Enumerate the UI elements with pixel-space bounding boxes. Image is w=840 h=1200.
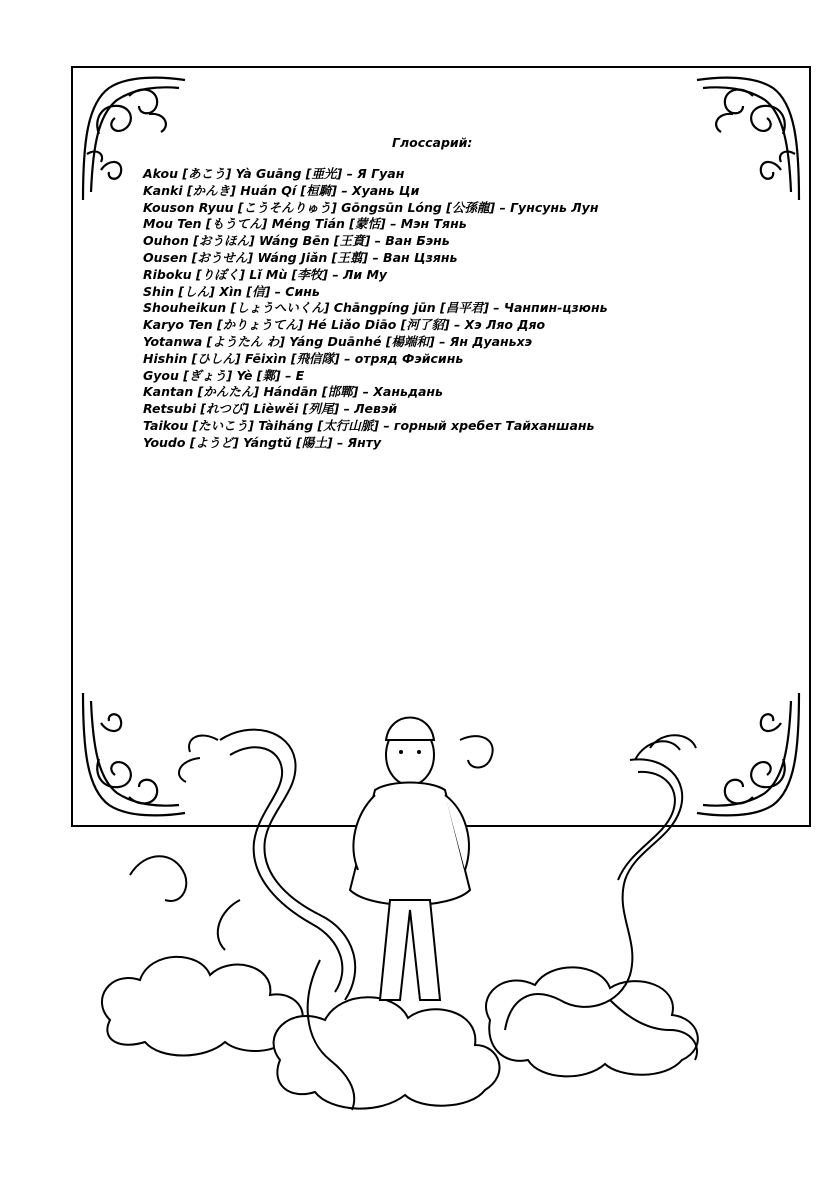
glossary-entry: Shouheikun [しょうへいくん] Chāngpíng jūn [昌平君] – Чанпин-цзюнь — [143, 300, 608, 316]
glossary-entry: Kouson Ryuu [こうそんりゅう] Gōngsūn Lóng [公孫龍] – Гунсунь Лун — [143, 199, 599, 215]
glossary-entry: Ouhon [おうほん] Wáng Bēn [王賁] – Ван Бэнь — [143, 233, 450, 249]
glossary-entry: Retsubi [れつび] Lièwěi [列尾] – Левэй — [143, 401, 398, 417]
glossary-entry: Gyou [ぎょう] Yè [鄴] – Е — [143, 367, 305, 383]
glossary-entry: Akou [あこう] Yà Guāng [亜光] – Я Гуан — [143, 166, 405, 181]
glossary-entry: Taikou [たいこう] Tàiháng [太行山脈] – горный хребет Тайханшань — [143, 417, 595, 433]
glossary-title: Глоссарий: — [392, 135, 473, 150]
glossary-list — [143, 166, 608, 452]
glossary-entry: Kantan [かんたん] Hándān [邯鄲] – Ханьдань — [143, 384, 443, 400]
glossary-entry: Kanki [かんき] Huán Qí [桓騎] – Хуань Ци — [143, 182, 420, 198]
ornament-corner-top-right — [693, 74, 803, 204]
glossary-entry: Karyo Ten [かりょうてん] Hé Liǎo Diāo [河了貂] – Хэ Ляо Дяо — [143, 317, 546, 333]
glossary-entry: Ousen [おうせん] Wáng Jiǎn [王翦] – Ван Цзянь — [143, 249, 458, 265]
glossary-entry: Yotanwa [ようたん わ] Yáng Duānhé [楊端和] – Ян Дуаньхэ — [143, 333, 533, 349]
dragon-rider-illustration — [90, 700, 730, 1140]
glossary-entry: Hishin [ひしん] Fēixìn [飛信隊] – отряд Фэйсинь — [143, 350, 464, 366]
glossary-entry: Shin [しん] Xìn [信] – Синь — [143, 283, 320, 299]
glossary-entry: Mou Ten [もうてん] Méng Tián [蒙恬] – Мэн Тянь — [143, 216, 467, 232]
glossary-entry: Youdo [ようど] Yángtǔ [陽土] – Янту — [143, 434, 382, 450]
glossary-entry: Riboku [りぼく] Lǐ Mù [李牧] – Ли Му — [143, 266, 388, 282]
